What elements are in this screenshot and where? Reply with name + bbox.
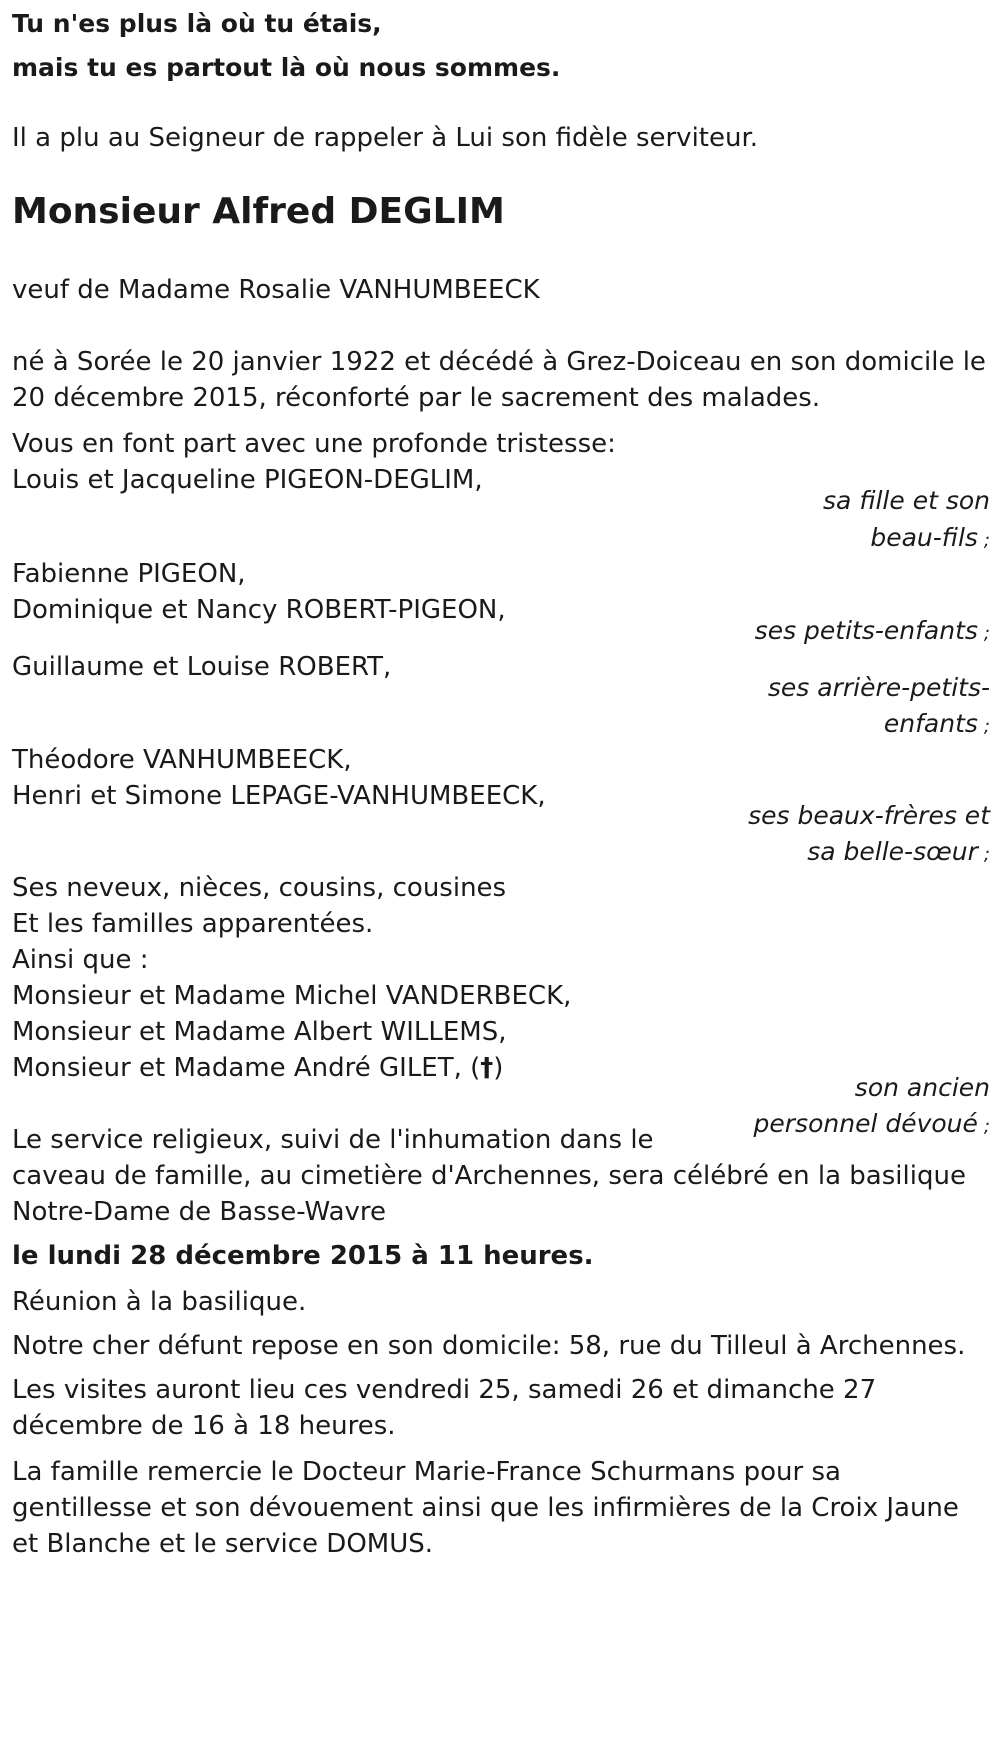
staff-member: Monsieur et Madame André GILET, (†) bbox=[12, 1053, 504, 1083]
deceased-name: Monsieur Alfred DEGLIM bbox=[12, 191, 505, 232]
service-line-2: caveau de famille, au cimetière d'Archennes, sera célébré en la basilique bbox=[12, 1161, 966, 1191]
role-separator: ; bbox=[983, 623, 990, 644]
intro-text: Il a plu au Seigneur de rappeler à Lui son fidèle serviteur. bbox=[12, 123, 759, 153]
thanks-line-3: et Blanche et le service DOMUS. bbox=[12, 1529, 434, 1559]
family-role: sa belle-sœur ; bbox=[807, 837, 990, 866]
birth-death-line-1: né à Sorée le 20 janvier 1922 et décédé à Grez-Doiceau en son domicile le bbox=[12, 347, 986, 377]
role-separator: ; bbox=[983, 716, 990, 737]
birth-death-line-2: 20 décembre 2015, réconforté par le sacrement des malades. bbox=[12, 383, 821, 413]
family-member: Henri et Simone LEPAGE-VANHUMBEECK, bbox=[12, 781, 546, 811]
cross-icon: † bbox=[480, 1053, 494, 1083]
family-member: Théodore VANHUMBEECK, bbox=[12, 745, 352, 775]
thanks-line-1: La famille remercie le Docteur Marie-France Schurmans pour sa bbox=[12, 1457, 841, 1487]
family-role: beau-fils ; bbox=[870, 523, 990, 552]
service-line-1: Le service religieux, suivi de l'inhumation dans le bbox=[12, 1125, 654, 1155]
role-separator: ; bbox=[983, 844, 990, 865]
family-role: ses arrière-petits- bbox=[767, 673, 990, 702]
family-member: Fabienne PIGEON, bbox=[12, 559, 246, 589]
widower-of: veuf de Madame Rosalie VANHUMBEECK bbox=[12, 275, 540, 305]
family-role: enfants ; bbox=[883, 709, 990, 738]
family-role: ses petits-enfants ; bbox=[754, 616, 990, 645]
staff-member: Monsieur et Madame Albert WILLEMS, bbox=[12, 1017, 507, 1047]
family-role: ses beaux-frères et bbox=[748, 801, 990, 830]
family-member: Guillaume et Louise ROBERT, bbox=[12, 652, 392, 682]
rest-place: Notre cher défunt repose en son domicile: 58, rue du Tilleul à Archennes. bbox=[12, 1331, 966, 1361]
announcement: Vous en font part avec une profonde tristesse: bbox=[12, 429, 616, 459]
meeting-place: Réunion à la basilique. bbox=[12, 1287, 307, 1317]
others-line: Et les familles apparentées. bbox=[12, 909, 374, 939]
role-separator: ; bbox=[983, 1116, 990, 1137]
others-line: Ainsi que : bbox=[12, 945, 149, 975]
service-line-3: Notre-Dame de Basse-Wavre bbox=[12, 1197, 387, 1227]
family-role: son ancien bbox=[854, 1073, 990, 1102]
family-member: Louis et Jacqueline PIGEON-DEGLIM, bbox=[12, 465, 483, 495]
thanks-line-2: gentillesse et son dévouement ainsi que les infirmières de la Croix Jaune bbox=[12, 1493, 959, 1523]
family-member: Dominique et Nancy ROBERT-PIGEON, bbox=[12, 595, 506, 625]
family-role: personnel dévoué ; bbox=[753, 1109, 990, 1138]
staff-member: Monsieur et Madame Michel VANDERBECK, bbox=[12, 981, 572, 1011]
epigraph-line-1: Tu n'es plus là où tu étais, bbox=[12, 9, 382, 38]
family-role: sa fille et son bbox=[823, 486, 990, 515]
others-line: Ses neveux, nièces, cousins, cousines bbox=[12, 873, 507, 903]
visits-line-2: décembre de 16 à 18 heures. bbox=[12, 1411, 396, 1441]
visits-line-1: Les visites auront lieu ces vendredi 25, samedi 26 et dimanche 27 bbox=[12, 1375, 877, 1405]
epigraph-line-2: mais tu es partout là où nous sommes. bbox=[12, 53, 561, 82]
role-separator: ; bbox=[983, 530, 990, 551]
service-date: le lundi 28 décembre 2015 à 11 heures. bbox=[12, 1241, 594, 1271]
